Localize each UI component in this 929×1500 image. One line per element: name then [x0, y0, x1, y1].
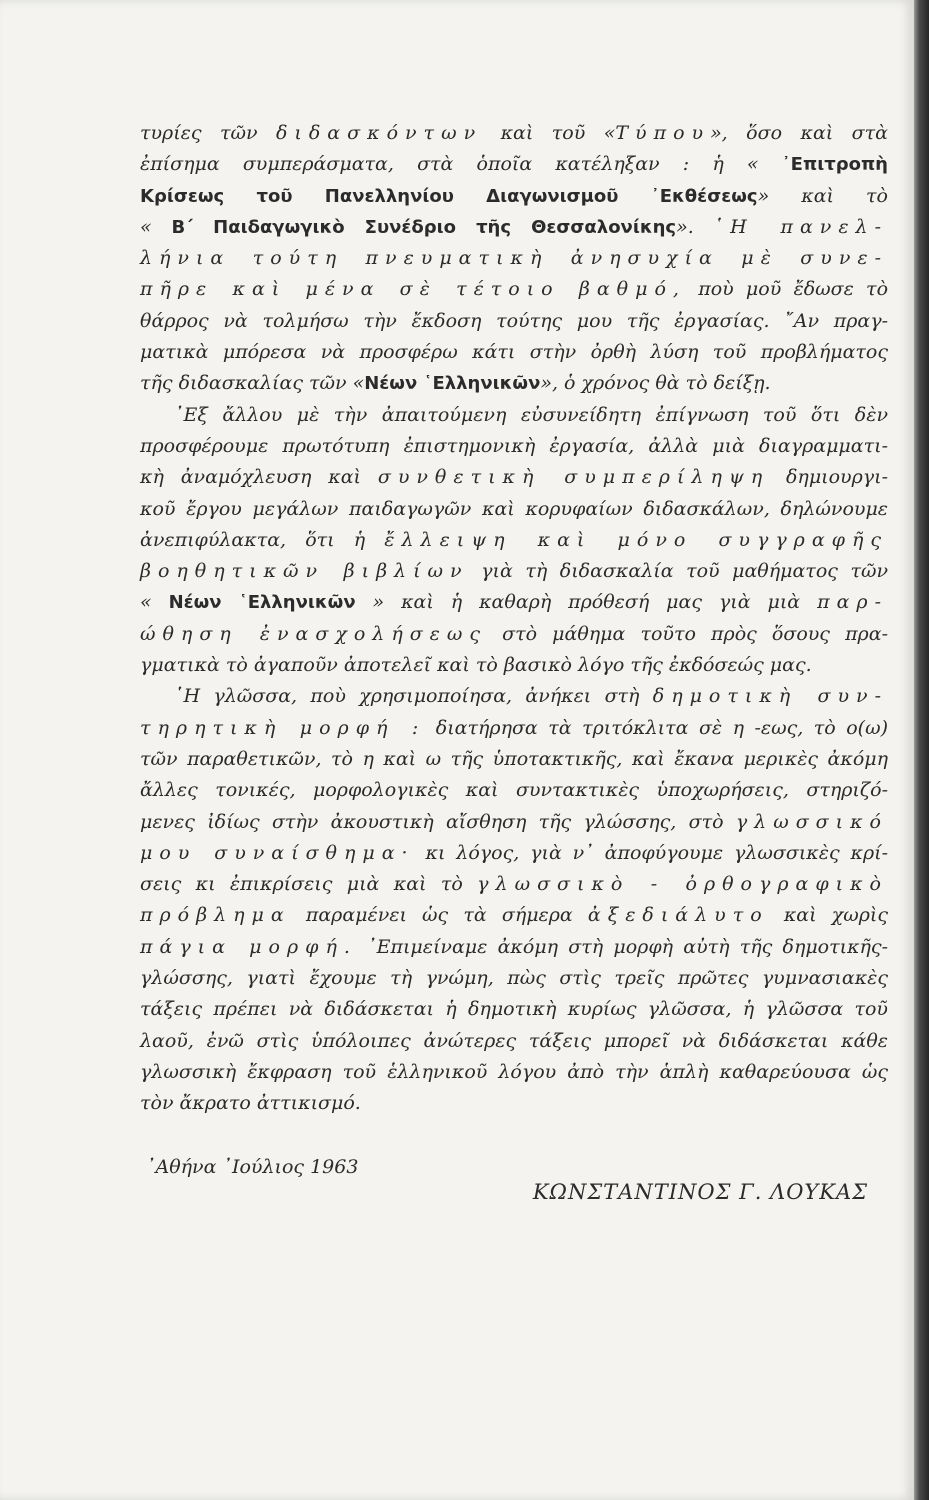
spaced-text: μου συναίσθημα·	[140, 841, 415, 864]
text-segment: ἐπίσημα συμπεράσματα, στὰ ὁποῖα κατέληξαν : ἡ «	[140, 153, 782, 176]
text-segment: » καὶ ἡ καθαρὴ πρόθεσή μας γιὰ μιὰ	[355, 591, 818, 614]
spaced-text: δημοτικὴ συν-	[652, 685, 888, 708]
spaced-text: ώθηση ἐνασχολήσεως	[140, 622, 488, 645]
text-segment: «	[140, 215, 172, 238]
bold-text: Νέων ῾Ελληνικῶν	[168, 592, 356, 614]
text-segment: δημιουργι-	[769, 466, 889, 489]
text-segment: κι λόγος, γιὰ ν᾿ ἀποφύγουμε γλωσσικὲς κρί-	[414, 841, 888, 864]
spaced-text: παρ-	[817, 591, 888, 614]
author-signature: ΚΩΝΣΤΑΝΤΙΝΟΣ Γ. ΛΟΥΚΑΣ	[532, 1180, 868, 1204]
text-segment: », ὁ χρόνος θὰ τὸ δείξῃ.	[540, 372, 771, 395]
text-segment: γιὰ τὴ διδασκαλία τοῦ μαθήματος τῶν	[468, 560, 888, 583]
text-segment: λαοῦ, ἐνῶ στὶς ὑπόλοιπες ἀνώτερες τάξεις μπορεῖ νὰ διδάσκεται κάθε	[140, 1029, 888, 1052]
text-segment: καὶ τοῦ «	[482, 122, 616, 144]
text-line	[140, 838, 888, 869]
text-segment: ᾿Εξ ἄλλου μὲ τὴν ἀπαιτούμενη εὐσυνείδητη ἐπίγνωση τοῦ ὅτι δὲν	[174, 403, 888, 426]
text-segment: τῆς διδασκαλίας τῶν «	[140, 372, 365, 395]
spaced-text: πρόβλημα	[140, 904, 291, 927]
text-segment: διατήρησα τὰ τριτόκλιτα σὲ η -εως, τὸ ο(ω)	[425, 716, 888, 739]
spaced-text: πῆρε καὶ μένα σὲ τέτοιο βαθμό,	[140, 278, 686, 301]
text-segment: μενες ἰδίως στὴν ἀκουστικὴ αἴσθηση τῆς γλώσσης, στὸ	[140, 810, 736, 833]
text-line	[140, 337, 888, 368]
text-line	[140, 775, 888, 806]
text-line	[140, 1088, 888, 1119]
text-line	[140, 306, 888, 337]
text-line	[140, 994, 888, 1025]
text-line	[140, 462, 888, 493]
bold-text: Νέων ῾Ελληνικῶν	[364, 373, 541, 395]
text-line	[140, 619, 888, 650]
text-line	[140, 1026, 888, 1057]
bold-text: ᾿Επιτροπὴ	[781, 154, 888, 176]
spaced-text: βοηθητικῶν βιβλίων	[140, 560, 469, 583]
text-segment: σεις κι ἐπικρίσεις μιὰ καὶ τὸ	[140, 873, 478, 896]
text-segment: στὸ μάθημα τοῦτο πρὸς ὅσους πρα-	[487, 622, 888, 645]
spaced-text: διδασκόντων	[275, 122, 483, 144]
text-line	[140, 869, 888, 900]
text-line	[140, 149, 888, 180]
text-segment: τυρίες τῶν	[140, 122, 276, 144]
text-line	[140, 274, 888, 305]
text-segment: τῶν παραθετικῶν, τὸ η καὶ ω τῆς ὑποτακτικῆς, καὶ ἔκανα μερικὲς ἀκόμη	[140, 747, 888, 770]
spaced-text: ἀξεδιάλυτο	[587, 904, 769, 927]
text-segment: παραμένει ὡς τὰ σήμερα	[290, 904, 588, 927]
text-line	[140, 494, 888, 525]
text-line	[140, 556, 888, 587]
bold-text: Β΄ Παιδαγωγικὸ Συνέδριο τῆς Θεσσαλονίκης	[171, 216, 677, 238]
spaced-text: λήνια τούτη πνευματικὴ ἀνησυχία μὲ συνε-	[140, 247, 888, 270]
spaced-text: τηρητικὴ μορφή :	[140, 716, 426, 739]
text-segment: ποὺ μοῦ ἔδωσε τὸ	[685, 278, 889, 301]
text-segment: «	[140, 591, 169, 614]
text-line	[140, 1057, 888, 1088]
date-line: ᾿Αθήνα ᾿Ιούλιος 1963	[146, 1156, 359, 1178]
text-segment: προσφέρουμε πρωτότυπη ἐπιστημονικὴ ἐργασία, ἀλλὰ μιὰ διαγραμματι-	[140, 434, 888, 457]
text-line	[140, 400, 888, 431]
text-line	[140, 525, 888, 556]
text-segment: καὶ χωρὶς	[768, 904, 888, 927]
text-line	[140, 212, 888, 243]
text-segment: κοῦ ἔργου μεγάλων παιδαγωγῶν καὶ κορυφαίων διδασκάλων, δηλώνουμε	[140, 497, 888, 520]
text-segment: » καὶ τὸ	[757, 184, 888, 207]
spaced-text: συνθετικὴ συμπερίληψη	[377, 466, 770, 489]
text-line	[140, 587, 888, 618]
body-text	[140, 118, 888, 1120]
text-segment: γλώσσης, γιατὶ ἔχουμε τὴ γνώμη, πὼς στὶς τρεῖς πρῶτες γυμνασιακὲς	[140, 967, 888, 990]
spaced-text: Τύπου	[615, 122, 711, 144]
text-line	[140, 807, 888, 838]
text-line	[140, 431, 888, 462]
text-segment: θάρρος νὰ τολμήσω τὴν ἔκδοση τούτης μου τῆς ἐργασίας. ῎Αν πραγ-	[140, 309, 888, 332]
text-segment: ματικὰ μπόρεσα νὰ προσφέρω κάτι στὴν ὀρθὴ λύση τοῦ προβλήματος	[140, 341, 888, 364]
text-line	[140, 713, 888, 744]
bold-text: Κρίσεως τοῦ Πανελληνίου Διαγωνισμοῦ ᾿Εκθέσεως	[140, 185, 758, 207]
text-line	[140, 963, 888, 994]
text-line	[140, 681, 888, 712]
text-segment: ἀνεπιφύλακτα, ὅτι ἡ	[140, 528, 385, 551]
text-line	[140, 650, 888, 681]
spaced-text: ἔλλειψη καὶ μόνο συγγραφῆς	[384, 528, 889, 551]
text-line	[140, 181, 888, 212]
text-segment: ἄλλες τονικές, μορφολογικὲς καὶ συντακτικὲς ὑποχωρήσεις, στηριζό-	[140, 779, 888, 802]
spaced-text: γλωσσικό	[735, 810, 888, 833]
text-line	[140, 932, 888, 963]
text-line	[140, 900, 888, 931]
text-line	[140, 243, 888, 274]
text-segment: γματικὰ τὸ ἀγαποῦν ἀποτελεῖ καὶ τὸ βασικὸ λόγο τῆς ἐκδόσεώς μας.	[140, 654, 812, 677]
spaced-text: γλωσσικὸ - ὀρθογραφικὸ	[477, 873, 888, 896]
spaced-text: πάγια μορφή.	[140, 935, 357, 958]
text-segment: γλωσσικὴ ἔκφραση τοῦ ἑλληνικοῦ λόγου ἀπὸ τὴν ἁπλὴ καθαρεύουσα ὡς	[140, 1060, 888, 1083]
text-segment: », ὅσο καὶ στὰ	[710, 122, 888, 144]
text-line	[140, 118, 888, 149]
spaced-text: ῾Η πανελ-	[713, 215, 888, 238]
text-segment: ᾿Επιμείναμε ἀκόμη στὴ μορφὴ αὐτὴ τῆς δημοτικῆς-	[356, 935, 888, 958]
text-segment: τὸν ἄκρατο ἀττικισμό.	[140, 1092, 361, 1115]
text-segment: ῾Η γλῶσσα, ποὺ χρησιμοποίησα, ἀνήκει στὴ	[174, 685, 653, 708]
text-segment: κὴ ἀναμόχλευση καὶ	[140, 466, 378, 489]
text-segment: ».	[676, 215, 714, 238]
text-segment: τάξεις πρέπει νὰ διδάσκεται ἡ δημοτικὴ κυρίως γλῶσσα, ἡ γλῶσσα τοῦ	[140, 998, 888, 1021]
text-line	[140, 368, 888, 399]
text-line	[140, 744, 888, 775]
page-edge	[914, 0, 929, 1500]
